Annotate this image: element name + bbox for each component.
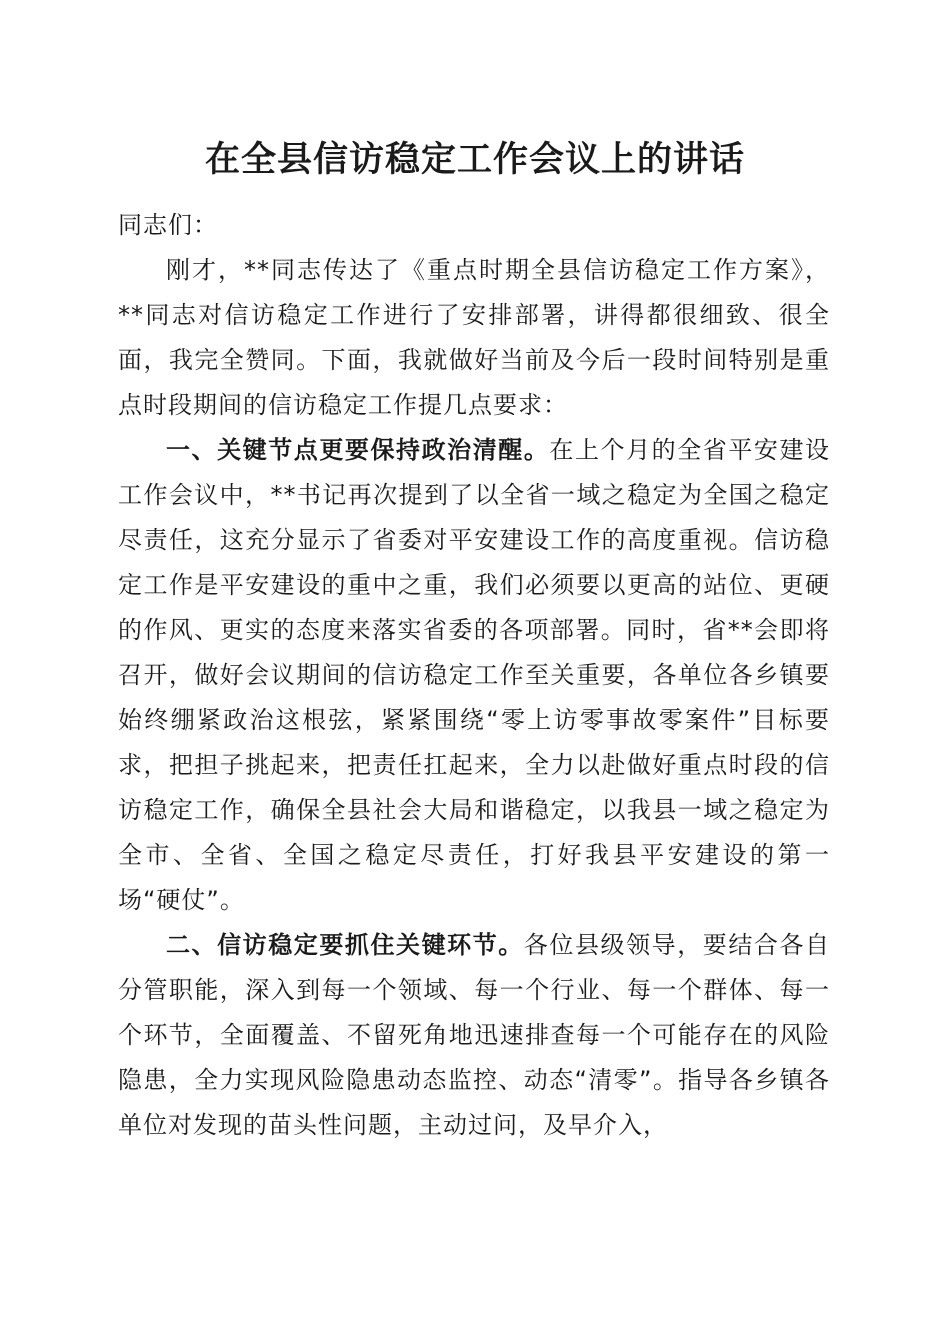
section-paragraph-1 xyxy=(118,428,830,923)
section-heading-2: 二、信访稳定要抓住关键环节。 xyxy=(166,931,524,959)
salutation: 同志们： xyxy=(118,211,218,239)
section-paragraph-2 xyxy=(118,923,830,1148)
section-text-1: 在上个月的全省平安建设工作会议中，**书记再次提到了以全省一域之稳定为全国之稳定尽责任，这充分显示了省委对平安建设工作的高度重视。信访稳定工作是平安建设的重中之重，我们必须要以更高的站位、更硬的作风、更实的态度来落实省委的各项部署。同时，省**会即将召开，做好会议期间的信访稳定工作至关重要，各单位各乡镇要始终绷紧政治这根弦，紧紧围绕“零上访零事故零案件”目标要求，把担子挑起来，把责任扛起来，全力以赴做好重点时段的信访稳定工作，确保全县社会大局和谐稳定，以我县一域之稳定为全市、全省、全国之稳定尽责任，打好我县平安建设的第一场“硬仗”。 xyxy=(118,436,831,914)
intro-paragraph: 刚才，**同志传达了《重点时期全县信访稳定工作方案》，**同志对信访稳定工作进行了安排部署，讲得都很细致、很全面，我完全赞同。下面，我就做好当前及今后一段时间特别是重点时段期间的信访稳定工作提几点要求： xyxy=(118,256,830,419)
section-heading-1: 一、关键节点更要保持政治清醒。 xyxy=(166,436,550,464)
document-title: 在全县信访稳定工作会议上的讲话 xyxy=(204,139,745,180)
document-body xyxy=(118,203,830,1148)
section-text-2: 各位县级领导，要结合各自分管职能，深入到每一个领域、每一个行业、每一个群体、每一个环节，全面覆盖、不留死角地迅速排查每一个可能存在的风险隐患，全力实现风险隐患动态监控、动态“清零”。指导各乡镇各单位对发现的苗头性问题，主动过问，及早介入， xyxy=(118,931,831,1139)
